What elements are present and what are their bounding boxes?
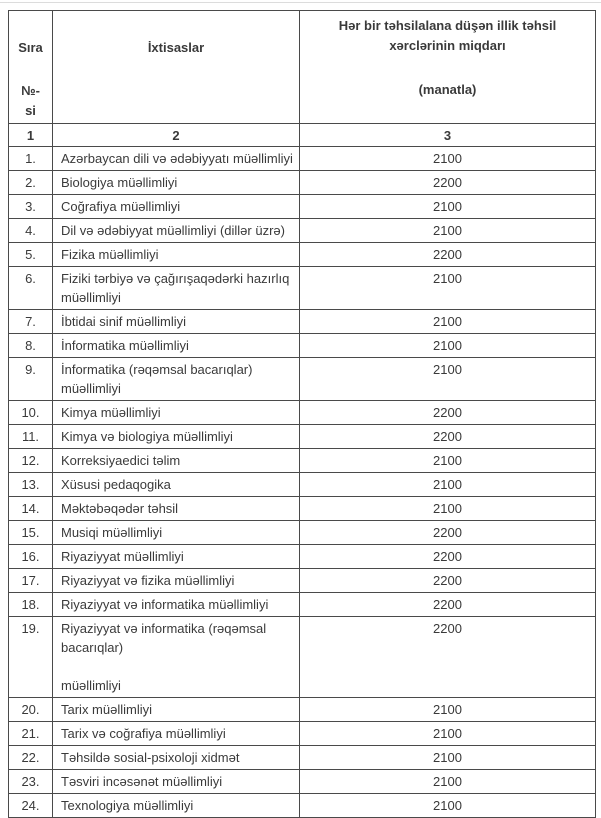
specialty-line: bacarıqlar) [61,640,124,655]
specialty-cell [53,698,300,722]
specialty-line: Korreksiyaedici təlim [61,453,181,468]
specialty-cell [53,425,300,449]
specialty-cell [53,770,300,794]
specialty-line: İbtidai sinif müəllimliyi [61,314,186,329]
specialty-cell [53,401,300,425]
amount-cell: 2100 [300,698,596,722]
column-number-row [9,124,596,147]
specialty-line: Fiziki tərbiyə və çağırışaqədərki hazırlıq [61,271,290,286]
specialty-cell [53,171,300,195]
table-header-row [9,11,596,124]
amount-cell: 2200 [300,545,596,569]
specialty-line: Riyaziyyat müəllimliyi [61,549,184,564]
row-number-cell: 21. [9,722,53,746]
row-number-cell: 8. [9,334,53,358]
amount-cell: 2100 [300,794,596,818]
row-number-cell: 12. [9,449,53,473]
row-number-cell: 14. [9,497,53,521]
row-number-cell: 9. [9,358,53,401]
amount-cell: 2200 [300,243,596,267]
amount-cell: 2200 [300,425,596,449]
table-row [9,746,596,770]
row-number-cell: 18. [9,593,53,617]
row-number-cell: 20. [9,698,53,722]
table-row [9,521,596,545]
specialty-cell [53,449,300,473]
specialty-line: Dil və ədəbiyyat müəllimliyi (dillər üzrə) [61,223,285,238]
row-number-cell: 2. [9,171,53,195]
specialty-line: Azərbaycan dili və ədəbiyyatı müəllimliyi [61,151,293,166]
header-specialties-label: İxtisaslar [147,40,205,55]
amount-cell: 2200 [300,569,596,593]
specialty-cell [53,219,300,243]
table-row [9,334,596,358]
table-row [9,310,596,334]
table-row [9,219,596,243]
specialty-line: Fizika müəllimliyi [61,247,159,262]
row-number-cell: 16. [9,545,53,569]
table-row [9,770,596,794]
header-no-label: №- [21,83,40,98]
amount-cell: 2100 [300,770,596,794]
row-number-cell: 7. [9,310,53,334]
table-row [9,497,596,521]
header-amount-title-line1: Hər bir təhsilalana düşən illik təhsil [338,18,557,33]
amount-cell: 2100 [300,497,596,521]
row-number-cell: 3. [9,195,53,219]
specialty-line: Xüsusi pedaqogika [61,477,171,492]
specialty-line: Texnologiya müəllimliyi [61,798,194,813]
specialty-line: Kimya və biologiya müəllimliyi [61,429,233,444]
amount-cell: 2200 [300,617,596,698]
specialty-line: Məktəbəqədər təhsil [61,501,179,516]
row-number-cell: 23. [9,770,53,794]
specialty-cell [53,617,300,698]
amount-cell: 2100 [300,449,596,473]
tuition-costs-table [8,10,596,818]
header-cell-amount [300,11,596,124]
specialty-line: Riyaziyyat və informatika (rəqəmsal [61,621,267,636]
row-number-cell: 11. [9,425,53,449]
table-row [9,569,596,593]
table-row [9,593,596,617]
amount-cell: 2200 [300,593,596,617]
row-number-cell: 17. [9,569,53,593]
specialty-cell [53,473,300,497]
table-row [9,545,596,569]
amount-cell: 2200 [300,521,596,545]
specialty-cell [53,267,300,310]
table-row [9,473,596,497]
header-cell-specialties [53,11,300,124]
header-amount-unit-label: (manatla) [418,82,477,97]
specialty-line: müəllimliyi [61,381,121,396]
table-row [9,358,596,401]
specialty-cell [53,569,300,593]
specialty-line: Coğrafiya müəllimliyi [61,199,181,214]
specialty-cell [53,746,300,770]
column-number-2: 2 [53,124,300,147]
specialty-cell [53,334,300,358]
amount-cell: 2100 [300,147,596,171]
specialty-cell [53,593,300,617]
amount-cell: 2100 [300,722,596,746]
specialty-line: Riyaziyyat və fizika müəllimliyi [61,573,235,588]
table-row [9,449,596,473]
specialty-cell [53,147,300,171]
specialty-line: Tarix və coğrafiya müəllimliyi [61,726,226,741]
amount-cell: 2200 [300,401,596,425]
row-number-cell: 6. [9,267,53,310]
header-si-label: si [25,103,36,118]
row-number-cell: 5. [9,243,53,267]
specialty-cell [53,497,300,521]
row-number-cell: 22. [9,746,53,770]
table-row [9,195,596,219]
specialty-line: müəllimliyi [61,290,121,305]
specialty-line: Musiqi müəllimliyi [61,525,163,540]
amount-cell: 2100 [300,267,596,310]
specialty-cell [53,358,300,401]
specialty-cell [53,243,300,267]
specialty-line: Kimya müəllimliyi [61,405,161,420]
table-row [9,722,596,746]
header-amount-title-line2: xərclərinin miqdarı [389,38,506,53]
specialty-line: İnformatika müəllimliyi [61,338,189,353]
table-row [9,171,596,195]
column-number-3: 3 [300,124,596,147]
amount-cell: 2100 [300,746,596,770]
specialty-line: Riyaziyyat və informatika müəllimliyi [61,597,269,612]
specialty-line: İnformatika (rəqəmsal bacarıqlar) [61,362,253,377]
column-number-1: 1 [9,124,53,147]
table-row [9,425,596,449]
specialty-cell [53,310,300,334]
amount-cell: 2100 [300,195,596,219]
specialty-line: Təsviri incəsənət müəllimliyi [61,774,223,789]
header-sira-label: Sıra [18,40,43,55]
row-number-cell: 13. [9,473,53,497]
specialty-line: Biologiya müəllimliyi [61,175,178,190]
table-row [9,267,596,310]
specialty-cell [53,195,300,219]
row-number-cell: 19. [9,617,53,698]
specialty-line: Təhsildə sosial-psixoloji xidmət [61,750,240,765]
specialty-line: Tarix müəllimliyi [61,702,153,717]
specialty-cell [53,722,300,746]
amount-cell: 2100 [300,473,596,497]
table-row [9,794,596,818]
table-row [9,243,596,267]
row-number-cell: 24. [9,794,53,818]
row-number-cell: 15. [9,521,53,545]
specialty-cell [53,545,300,569]
table-row [9,617,596,698]
amount-cell: 2200 [300,171,596,195]
amount-cell: 2100 [300,334,596,358]
row-number-cell: 1. [9,147,53,171]
page-top-divider [0,2,601,3]
header-cell-sira-no [9,11,53,124]
table-row [9,147,596,171]
table-row [9,698,596,722]
amount-cell: 2100 [300,219,596,243]
amount-cell: 2100 [300,310,596,334]
specialty-line [61,657,293,676]
table-body [9,147,596,818]
specialty-cell [53,794,300,818]
row-number-cell: 4. [9,219,53,243]
specialty-line: müəllimliyi [61,678,121,693]
amount-cell: 2100 [300,358,596,401]
row-number-cell: 10. [9,401,53,425]
table-row [9,401,596,425]
specialty-cell [53,521,300,545]
